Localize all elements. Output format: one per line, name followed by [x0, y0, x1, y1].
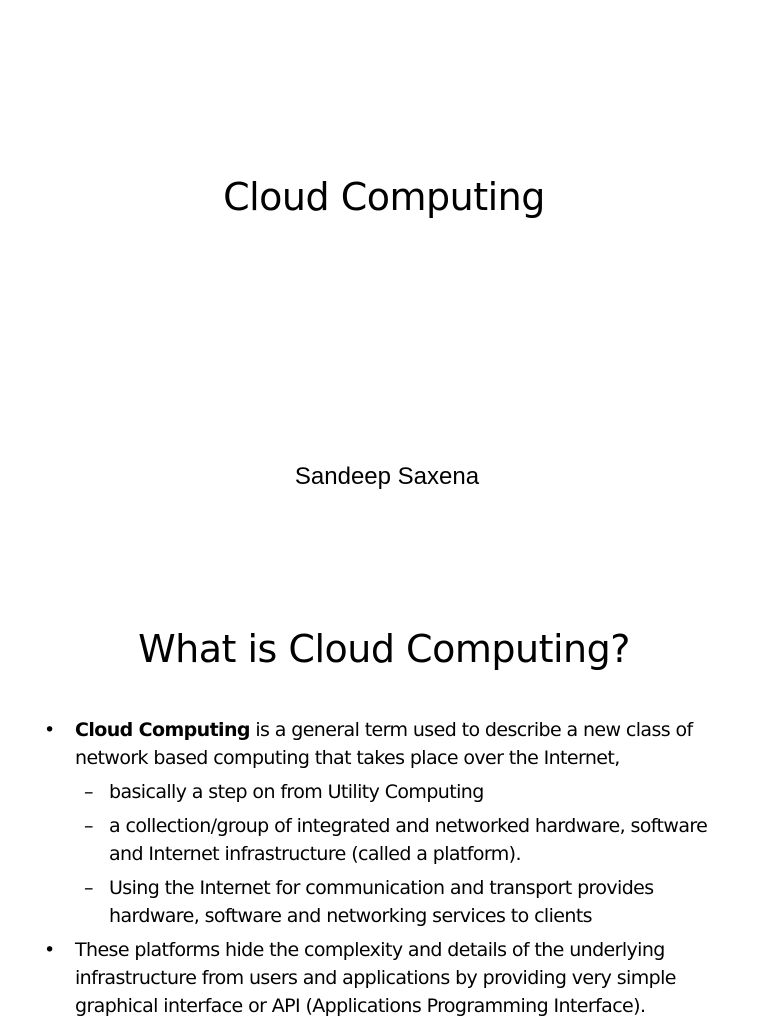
- sub-bullet-item: [0, 874, 768, 930]
- bullet-marker: •: [44, 719, 55, 741]
- bullet-list: [0, 716, 768, 1020]
- slide-title: Cloud Computing: [223, 175, 545, 219]
- sub-bullet-text: basically a step on from Utility Computing: [109, 781, 484, 803]
- dash-marker: –: [84, 815, 93, 837]
- sub-bullet-text: Using the Internet for communication and transport provides hardware, software and networking services to clients: [109, 877, 654, 927]
- bullet-text: These platforms hide the complexity and details of the underlying infrastructure from users and applications by providing very simple graphical interface or API (Applications Programming Interface).: [75, 939, 676, 1017]
- bullet-marker: •: [44, 939, 55, 961]
- bullet-text: is a general term used to describe a new class of network based computing that takes place over the Internet,: [75, 719, 693, 769]
- sub-bullet-item: [0, 778, 768, 806]
- sub-bullet-text: a collection/group of integrated and networked hardware, software and Internet infrastructure (called a platform).: [109, 815, 708, 865]
- bullet-item: [0, 716, 768, 772]
- slide-2: [0, 576, 768, 1024]
- sub-bullet-item: [0, 812, 768, 868]
- bullet-item: [0, 936, 768, 1020]
- dash-marker: –: [84, 781, 93, 803]
- bullet-bold-term: Cloud Computing: [75, 719, 250, 741]
- slide-subtitle-author: Sandeep Saxena: [294, 463, 480, 490]
- dash-marker: –: [84, 877, 93, 899]
- slide-title: What is Cloud Computing?: [138, 627, 630, 671]
